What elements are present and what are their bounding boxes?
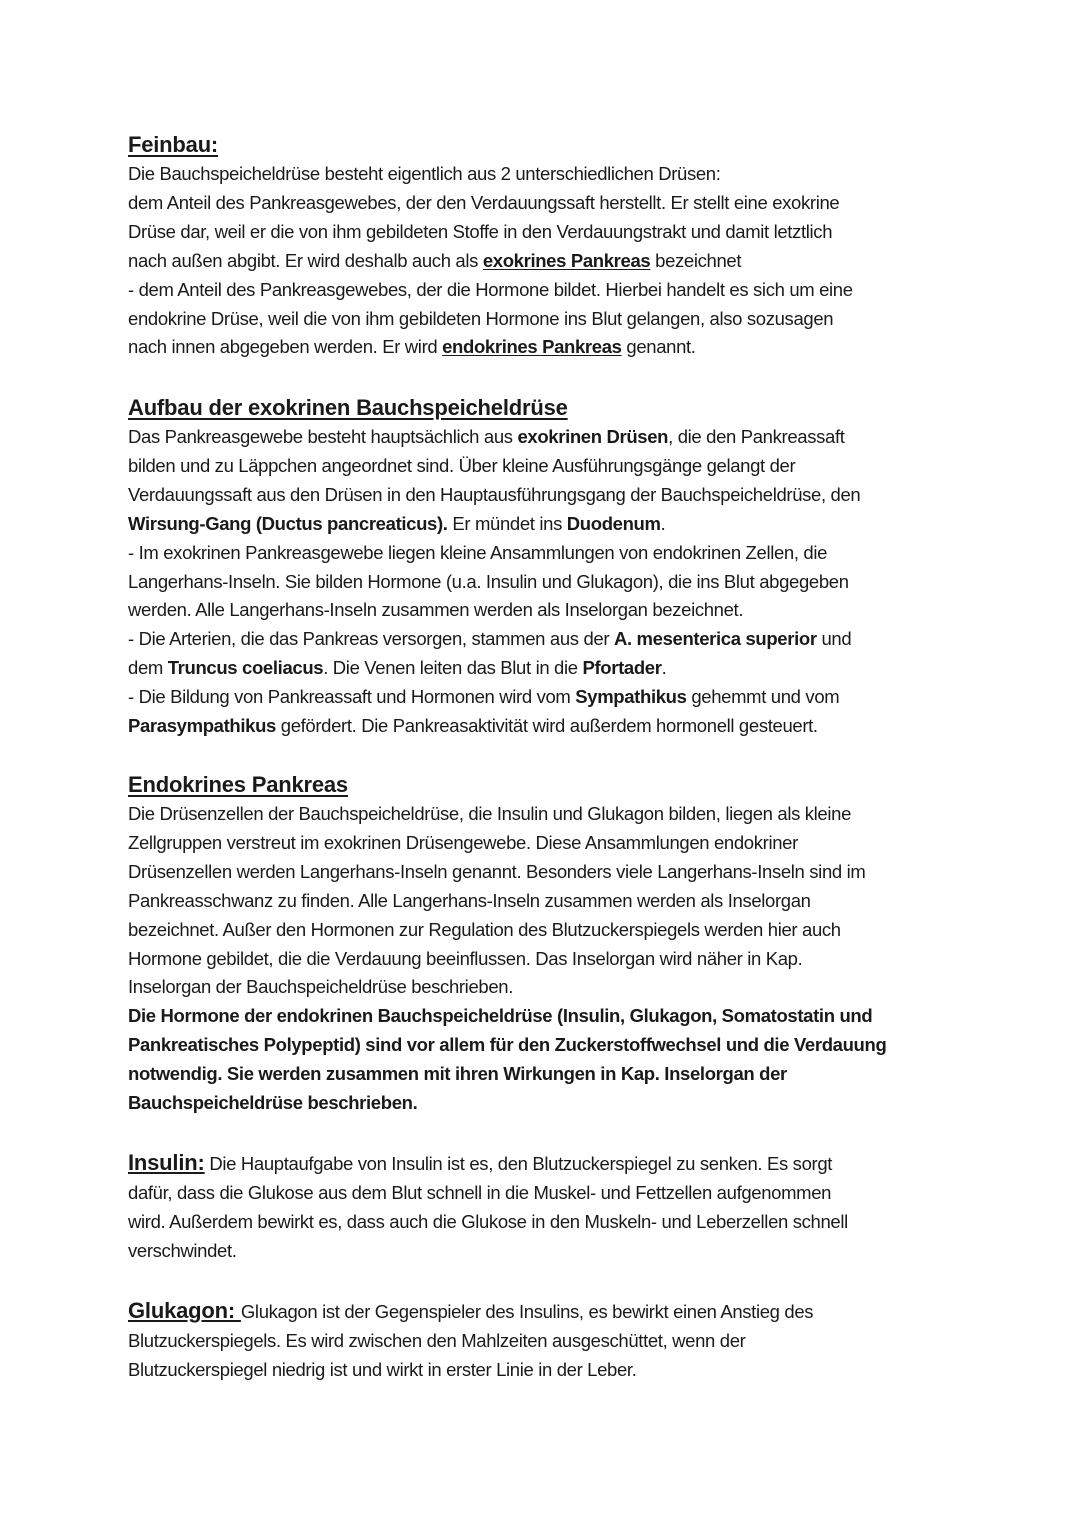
text-line: Blutzuckerspiegel niedrig ist und wirkt in erster Linie in der Leber. — [128, 1358, 637, 1380]
text-line: werden. Alle Langerhans-Inseln zusammen werden als Inselorgan bezeichnet. — [128, 599, 744, 621]
text-line-bold: Pankreatisches Polypeptid) sind vor allem für den Zuckerstoffwechsel und die Verdauung — [128, 1034, 887, 1056]
text-line: nach innen abgegeben werden. Er wird endokrines Pankreas genannt. — [128, 336, 696, 358]
text-line-bold: Die Hormone der endokrinen Bauchspeicheldrüse (Insulin, Glukagon, Somatostatin und — [128, 1005, 873, 1027]
heading-feinbau: Feinbau: — [128, 132, 219, 157]
text-line: Hormone gebildet, die die Verdauung beeinflussen. Das Inselorgan wird näher in Kap. — [128, 947, 803, 969]
text-line: bezeichnet. Außer den Hormonen zur Regulation des Blutzuckerspiegels werden hier auch — [128, 918, 841, 940]
text-line: verschwindet. — [128, 1239, 237, 1261]
text-line: - Die Arterien, die das Pankreas versorgen, stammen aus der A. mesenterica superior und — [128, 628, 852, 650]
section-feinbau — [128, 130, 968, 362]
text-line: Blutzuckerspiegels. Es wird zwischen den Mahlzeiten ausgeschüttet, wenn der — [128, 1329, 746, 1351]
text-line: Inselorgan der Bauchspeicheldrüse beschrieben. — [128, 976, 513, 998]
heading-aufbau-exokrin: Aufbau der exokrinen Bauchspeicheldrüse — [128, 395, 568, 420]
text-line: Insulin: Die Hauptaufgabe von Insulin ist es, den Blutzuckerspiegel zu senken. Es sorgt — [128, 1150, 833, 1175]
section-glukagon — [128, 1297, 968, 1385]
heading-endokrines-pankreas: Endokrines Pankreas — [128, 772, 348, 797]
text-line: nach außen abgibt. Er wird deshalb auch als exokrines Pankreas bezeichnet — [128, 249, 742, 271]
text-line: Glukagon: Glukagon ist der Gegenspieler des Insulins, es bewirkt einen Anstieg des — [128, 1298, 814, 1323]
text-line: Pankreasschwanz zu finden. Alle Langerhans-Inseln zusammen werden als Inselorgan — [128, 889, 811, 911]
text-line: - Im exokrinen Pankreasgewebe liegen kleine Ansammlungen von endokrinen Zellen, die — [128, 541, 828, 563]
term-exokrines-pankreas: exokrines Pankreas — [482, 249, 651, 271]
text-line: Parasympathikus gefördert. Die Pankreasaktivität wird außerdem hormonell gesteuert. — [128, 715, 818, 737]
section-endokrines-pankreas — [128, 770, 968, 1118]
text-line: bilden und zu Läppchen angeordnet sind. Über kleine Ausführungsgänge gelangt der — [128, 454, 796, 476]
text-line: Drüse dar, weil er die von ihm gebildeten Stoffe in den Verdauungstrakt und damit letztlich — [128, 220, 833, 242]
text-line: Die Bauchspeicheldrüse besteht eigentlich aus 2 unterschiedlichen Drüsen: — [128, 163, 721, 184]
text-line: dem Truncus coeliacus. Die Venen leiten das Blut in die Pfortader. — [128, 657, 667, 679]
text-line: Wirsung-Gang (Ductus pancreaticus). Er mündet ins Duodenum. — [128, 512, 666, 534]
text-line: wird. Außerdem bewirkt es, dass auch die Glukose in den Muskeln- und Leberzellen schnell — [128, 1210, 848, 1232]
heading-glukagon: Glukagon: — [128, 1298, 241, 1323]
section-insulin — [128, 1149, 968, 1266]
text-line: Die Drüsenzellen der Bauchspeicheldrüse, die Insulin und Glukagon bilden, liegen als kleine — [128, 803, 852, 824]
text-line: Langerhans-Inseln. Sie bilden Hormone (u.a. Insulin und Glukagon), die ins Blut abgegeben — [128, 570, 849, 592]
text-line: dem Anteil des Pankreasgewebes, der den Verdauungssaft herstellt. Er stellt eine exokrine — [128, 191, 840, 213]
text-line: Verdauungssaft aus den Drüsen in den Hauptausführungsgang der Bauchspeicheldrüse, den — [128, 483, 861, 505]
text-line: Das Pankreasgewebe besteht hauptsächlich aus exokrinen Drüsen, die den Pankreassaft — [128, 426, 845, 447]
text-line-bold: notwendig. Sie werden zusammen mit ihren Wirkungen in Kap. Inselorgan der — [128, 1063, 787, 1085]
section-aufbau-exokrin — [128, 393, 968, 741]
term-endokrines-pankreas: endokrines Pankreas — [442, 336, 622, 358]
text-line: endokrine Drüse, weil die von ihm gebildeten Hormone ins Blut gelangen, also sozusagen — [128, 307, 834, 329]
text-line: dafür, dass die Glukose aus dem Blut schnell in die Muskel- und Fettzellen aufgenommen — [128, 1181, 832, 1203]
text-line: Zellgruppen verstreut im exokrinen Drüsengewebe. Diese Ansammlungen endokriner — [128, 831, 798, 853]
text-line: - Die Bildung von Pankreassaft und Hormonen wird vom Sympathikus gehemmt und vom — [128, 686, 840, 708]
text-line: - dem Anteil des Pankreasgewebes, der die Hormone bildet. Hierbei handelt es sich um eine — [128, 278, 853, 300]
text-line-bold: Bauchspeicheldrüse beschrieben. — [128, 1092, 418, 1114]
heading-insulin: Insulin: — [128, 1150, 205, 1175]
text-line: Drüsenzellen werden Langerhans-Inseln genannt. Besonders viele Langerhans-Inseln sind im — [128, 860, 866, 882]
